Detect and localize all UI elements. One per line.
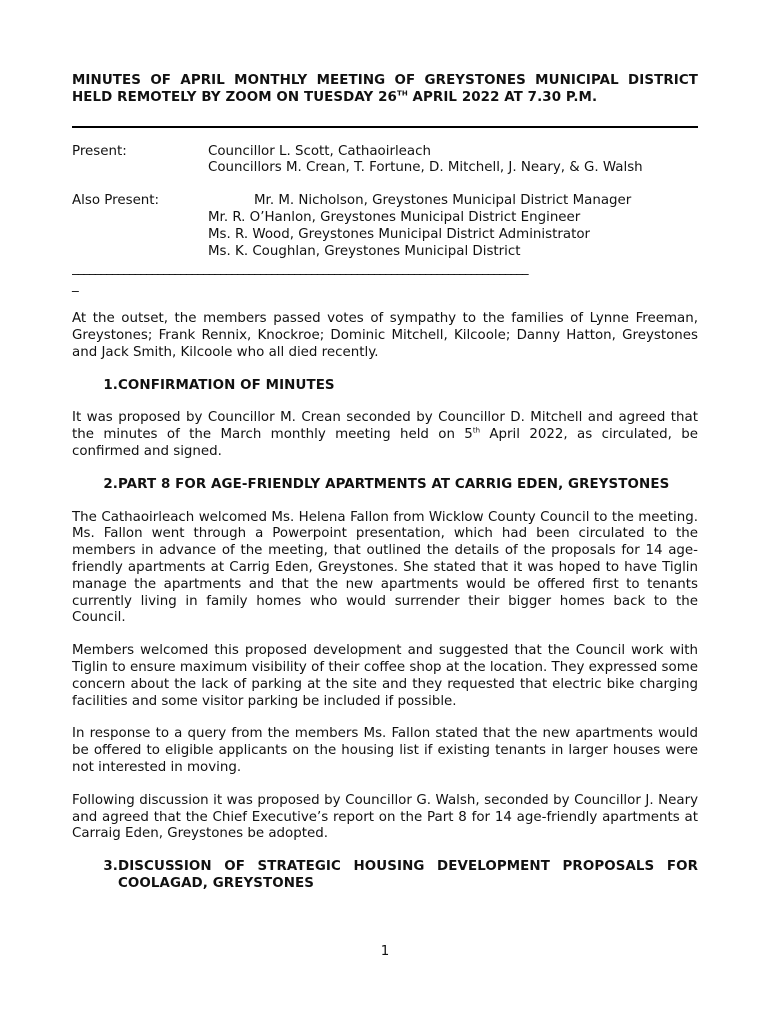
section-number: 1. <box>103 377 118 393</box>
present-entry: Councillor L. Scott, Cathaoirleach <box>208 143 431 159</box>
section-2-paragraph: Members welcomed this proposed development and suggested that the Council work with Tiglin to ensure maximum visibility of their coffee shop at the location. They expressed some concern about the lack of parking at the site and they requested that electric bike charging facilities and some visitor parking be included if possible. <box>72 643 698 709</box>
section-heading-3 <box>72 859 698 893</box>
section-1-paragraph <box>72 410 698 460</box>
paragraph-text: April 2022, as circulated, be confirmed and signed. <box>72 427 698 459</box>
section-number: 2. <box>103 476 118 492</box>
present-list <box>208 144 698 178</box>
section-heading-1 <box>72 378 698 395</box>
section-number: 3. <box>103 859 118 875</box>
present-block <box>72 144 698 178</box>
document-title <box>72 73 698 107</box>
title-superscript: TH <box>396 89 408 98</box>
attendance-divider: ________________________________________________________________________________ <box>72 261 528 277</box>
section-2-paragraph: The Cathaoirleach welcomed Ms. Helena Fallon from Wicklow County Council to the meeting. Ms. Fallon went through a Powerpoint presentation, which had been circulated to the members in advance of the meeting, that outlined the details of the proposals for 14 age-friendly apartments at Carrig Eden, Greystones. She stated that it was hoped to have Tiglin manage the apartments and that the new apartments would be offered first to tenants currently living in family homes who would surrender their bigger homes back to the Council. <box>72 509 698 626</box>
section-2-paragraph: Following discussion it was proposed by Councillor G. Walsh, seconded by Councillor J. Neary and agreed that the Chief Executive’s report on the Part 8 for 14 age-friendly apartments at Carraig Eden, Greystones be adopted. <box>72 792 698 842</box>
also-present-label: Also Present: <box>72 193 160 209</box>
also-present-entry: Ms. R. Wood, Greystones Municipal District Administrator <box>208 226 591 242</box>
paragraph-text: It was proposed by Councillor M. Crean seconded by Councillor D. Mitchell and agreed that the minutes of the March monthly meeting held on 5 <box>72 410 698 443</box>
date-superscript: th <box>472 426 481 435</box>
also-present-entry: Mr. R. O’Hanlon, Greystones Municipal District Engineer <box>208 209 581 225</box>
section-heading-text: DISCUSSION OF STRATEGIC HOUSING DEVELOPMENT PROPOSALS FOR COOLAGAD, GREYSTONES <box>118 859 698 891</box>
present-label: Present: <box>72 143 127 159</box>
also-present-block <box>72 193 698 260</box>
section-heading-2 <box>72 477 698 494</box>
section-heading-text: PART 8 FOR AGE-FRIENDLY APARTMENTS AT CARRIG EDEN, GREYSTONES <box>118 476 670 492</box>
present-entry: Councillors M. Crean, T. Fortune, D. Mitchell, J. Neary, & G. Walsh <box>208 160 643 176</box>
intro-paragraph: At the outset, the members passed votes of sympathy to the families of Lynne Freeman, Greystones; Frank Rennix, Knockroe; Dominic Mitchell, Kilcoole; Danny Hatton, Greystones and Jack Smith, Kilcoole who all died recently. <box>72 311 698 360</box>
section-heading-text: CONFIRMATION OF MINUTES <box>118 377 335 393</box>
attendance-divider-tail: _ <box>72 278 79 294</box>
also-present-entry: Ms. K. Coughlan, Greystones Municipal District <box>208 243 521 259</box>
title-text-part2: APRIL 2022 AT 7.30 P.M. <box>407 89 598 105</box>
also-present-entry: Mr. M. Nicholson, Greystones Municipal District Manager <box>254 193 632 209</box>
document-content <box>72 73 698 893</box>
also-present-list <box>208 193 698 260</box>
title-divider <box>72 126 698 128</box>
section-2-paragraph: In response to a query from the members Ms. Fallon stated that the new apartments would be offered to eligible applicants on the housing list if existing tenants in larger houses were not interested in moving. <box>72 726 698 775</box>
page-number: 1 <box>380 944 390 959</box>
title-text-part1: MINUTES OF APRIL MONTHLY MEETING OF GREYSTONES MUNICIPAL DISTRICT HELD REMOTELY BY ZOOM ON TUESDAY 26 <box>72 73 698 105</box>
